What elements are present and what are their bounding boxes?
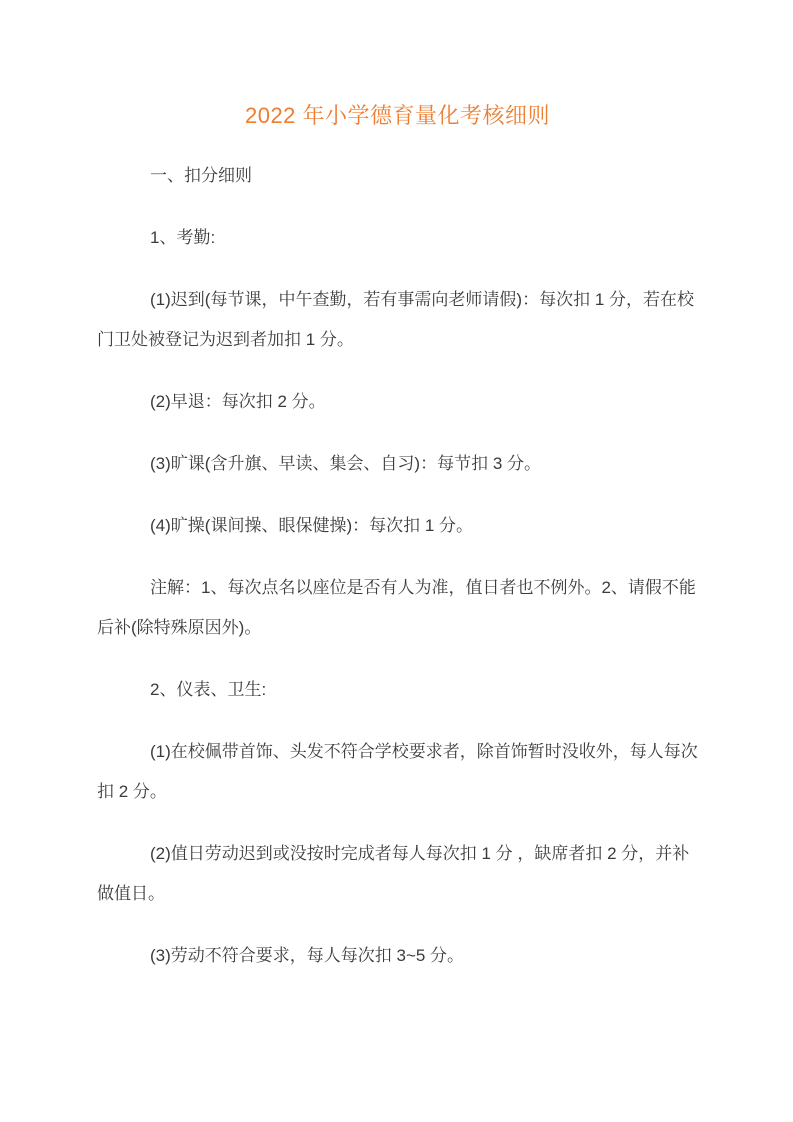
paragraph: 一、扣分细则 bbox=[150, 166, 252, 185]
paragraph: (2)早退：每次扣 2 分。 bbox=[150, 392, 326, 411]
paragraph: (1)在校佩带首饰、头发不符合学校要求者，除首饰暂时没收外，每人每次扣 2 分。 bbox=[97, 742, 698, 801]
paragraph: 注解：1、每次点名以座位是否有人为准，值日者也不例外。2、请假不能后补(除特殊原因外)。 bbox=[97, 578, 696, 637]
paragraph: (3)旷课(含升旗、早读、集会、自习)：每节扣 3 分。 bbox=[150, 454, 541, 473]
paragraph: (3)劳动不符合要求，每人每次扣 3~5 分。 bbox=[150, 946, 465, 965]
paragraph: 1、考勤: bbox=[150, 228, 216, 247]
document-body bbox=[97, 156, 698, 976]
paragraph: (2)值日劳动迟到或没按时完成者每人每次扣 1 分 ，缺席者扣 2 分，并补做值日。 bbox=[97, 844, 690, 903]
page-title: 2022 年小学德育量化考核细则 bbox=[244, 103, 551, 128]
paragraph: (1)迟到(每节课，中午查勤，若有事需向老师请假)：每次扣 1 分，若在校门卫处被登记为迟到者加扣 1 分。 bbox=[97, 290, 694, 349]
paragraph: 2、仪表、卫生: bbox=[150, 680, 267, 699]
paragraph: (4)旷操(课间操、眼保健操)：每次扣 1 分。 bbox=[150, 516, 473, 535]
